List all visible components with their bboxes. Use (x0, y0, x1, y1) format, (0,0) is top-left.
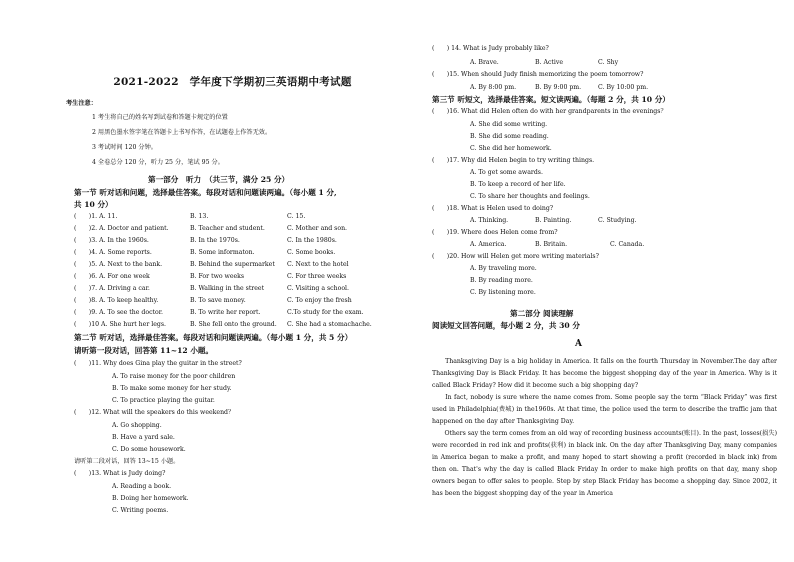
option: C. For three weeks (287, 273, 347, 280)
option: C. Writing poems. (112, 507, 169, 514)
option: C. By listening more. (470, 289, 536, 296)
option: B. Behind the supermarket (190, 261, 275, 268)
passage-paragraph: In fact, nobody is sure where the name comes from. Some people say the term “Black Friday” was first used in Philadelphia(费城) in the1960s. At that time, the police used the term to describe the traffic jam that happened on the day after Thanksgiving Day. (432, 394, 777, 425)
question-12: ( )12. What will the speakers do this weekend？ (74, 409, 235, 416)
sec2-head: 第二节 听对话，选择最佳答案。每段对话和问题读两遍。（每小题 1 分，共 5 分） (74, 333, 353, 342)
option: A. By traveling more. (470, 265, 537, 272)
option: B. In the 1970s. (190, 237, 240, 244)
option: B. Britain. (535, 241, 568, 248)
option: B. To keep a record of her life. (470, 181, 566, 188)
option: A. Brave. (470, 59, 499, 66)
passage-paragraph: Others say the term comes from an old way of recording business accounts(账目). In the past, losses(损失) were recorded in red ink and profits(获利) in black ink. On the day after Thanksgiving Day, many companies in America began to make a profit, and many hoped to start showing a profit (recorded in black ink) from then on. That's why the day is called Black Friday In order to make high profits on that day, many shop owners began to offer sales to people. Step by step Black Friday has become a shopping day. Since 2002, it has been the biggest shopping day of the year in America (432, 430, 777, 497)
sec1-head: 第一节 听对话和问题，选择最佳答案。每段对话和问题读两遍。（每小题 1 分, (74, 188, 337, 197)
option: C. Visiting a school. (287, 285, 349, 292)
question-11: ( )11. Why does Gina play the guitar in the street? (74, 360, 242, 367)
option: A. She did some writing. (470, 121, 548, 128)
part1-head: 第一部分 听力 （共三节，满分 25 分） (148, 175, 290, 184)
question-15: ( )15. When should Judy finish memorizing the poem tomorrow? (432, 71, 644, 78)
option: A. Go shopping. (112, 422, 162, 429)
question-14: ( ) 14. What is Judy probably like? (432, 45, 549, 52)
option: B. Teacher and student. (190, 225, 265, 232)
option: B. Walking in the street (190, 285, 265, 292)
option: B. Have a yard sale. (112, 434, 175, 441)
option: B. She fell onto the ground. (190, 321, 277, 328)
option: C. 15. (287, 213, 306, 220)
notice-item: 3 考试时间 120 分钟。 (92, 144, 157, 151)
question-19: ( )19. Where does Helen come from? (432, 229, 558, 236)
reading-head: 阅读短文回答问题，每小题 2 分，共 30 分 (432, 321, 580, 330)
option: B. To make some money for her study. (112, 385, 232, 392)
question-16: ( )16. What did Helen often do with her grandparents in the evenings？ (432, 108, 667, 115)
option: C. Canada. (610, 241, 645, 248)
part2-head: 第二部分 阅读理解 (510, 309, 574, 318)
option: C. In the 1980s. (287, 237, 337, 244)
option: C. Some books. (287, 249, 336, 256)
option: C. Shy (598, 59, 619, 66)
option: C.To study for the exam. (287, 309, 364, 316)
exam-title: 2021-2022 学年度下学期初三英语期中考试题 (113, 76, 352, 88)
option: C. She had a stomachache. (287, 321, 372, 328)
sec1-head-cont: 共 10 分） (74, 200, 113, 209)
option: A. By 8:00 pm. (470, 84, 517, 91)
option: C. Do some housework. (112, 446, 186, 453)
question-item: ( )8. A. To keep healthy. (74, 297, 159, 304)
option: A. To get some awards. (470, 169, 543, 176)
option: B. Doing her homework. (112, 495, 189, 502)
passage-paragraph: Thanksgiving Day is a big holiday in America. It falls on the fourth Thursday in November.The day after Thanksgiving Day is Black Friday. It has become the biggest shopping day of the year in America. Why is it called Black Friday? How did it become such a big shopping day? (432, 358, 777, 389)
question-item: ( )3. A. In the 1960s. (74, 237, 149, 244)
dialog1-head: 请听第一段对话，回答第 11~12 小题。 (74, 346, 214, 355)
option: C. To practice playing the guitar. (112, 397, 215, 404)
option: B. Active (535, 59, 564, 66)
option: C. Studying. (598, 217, 637, 224)
option: B. Some informaton. (190, 249, 255, 256)
option: B. By reading more. (470, 277, 533, 284)
question-item: ( )9. A. To see the doctor. (74, 309, 163, 316)
question-item: ( )10 A. She hurt her legs. (74, 321, 166, 328)
option: C. Next to the hotel (287, 261, 349, 268)
option: B. 13. (190, 213, 209, 220)
option: C. To enjoy the fresh (287, 297, 352, 304)
option: B. By 9:00 pm. (535, 84, 582, 91)
question-13: ( )13. What is Judy doing? (74, 470, 166, 477)
question-item: ( )1. A. 11. (74, 213, 118, 220)
question-item: ( )6. A. For one week (74, 273, 150, 280)
notice-item: 4 全卷总分 120 分，听力 25 分，笔试 95 分。 (92, 159, 224, 166)
question-20: ( )20. How will Helen get more writing materials? (432, 253, 599, 260)
option: B. To write her report. (190, 309, 261, 316)
question-17: ( )17. Why did Helen begin to try writing things. (432, 157, 595, 164)
question-item: ( )2. A. Doctor and patient. (74, 225, 169, 232)
option: A. Thinking. (470, 217, 509, 224)
notice-item: 1 考生将自己的姓名写到试卷和答题卡规定的位置 (92, 114, 228, 121)
dialog2-head: 请听第二段对话，回答 13~15 小题。 (74, 458, 180, 465)
option: A. To raise money for the poor children (112, 373, 236, 380)
option: B. She did some reading. (470, 133, 549, 140)
option: C. Mother and son. (287, 225, 348, 232)
option: B. To save money. (190, 297, 246, 304)
question-item: ( )7. A. Driving a car. (74, 285, 150, 292)
question-item: ( )4. A. Some reports. (74, 249, 152, 256)
option: A. Reading a book. (112, 483, 172, 490)
sec3-head: 第三节 听短文，选择最佳答案。短文读两遍。（每题 2 分，共 10 分） (432, 95, 670, 104)
question-item: ( )5. A. Next to the bank. (74, 261, 163, 268)
notice-head: 考生注意： (66, 100, 97, 107)
option: B. For two weeks (190, 273, 245, 280)
option: B. Painting. (535, 217, 572, 224)
question-18: ( )18. What is Helen used to doing? (432, 205, 554, 212)
notice-item: 2 用黑色墨水签字笔在答题卡上书写作答，在试题卷上作答无效。 (92, 129, 272, 136)
option: C. She did her homework. (470, 145, 552, 152)
passage-letter: A (575, 339, 582, 349)
option: C. To share her thoughts and feelings. (470, 193, 590, 200)
option: A. America. (470, 241, 507, 248)
option: C. By 10:00 pm. (598, 84, 649, 91)
